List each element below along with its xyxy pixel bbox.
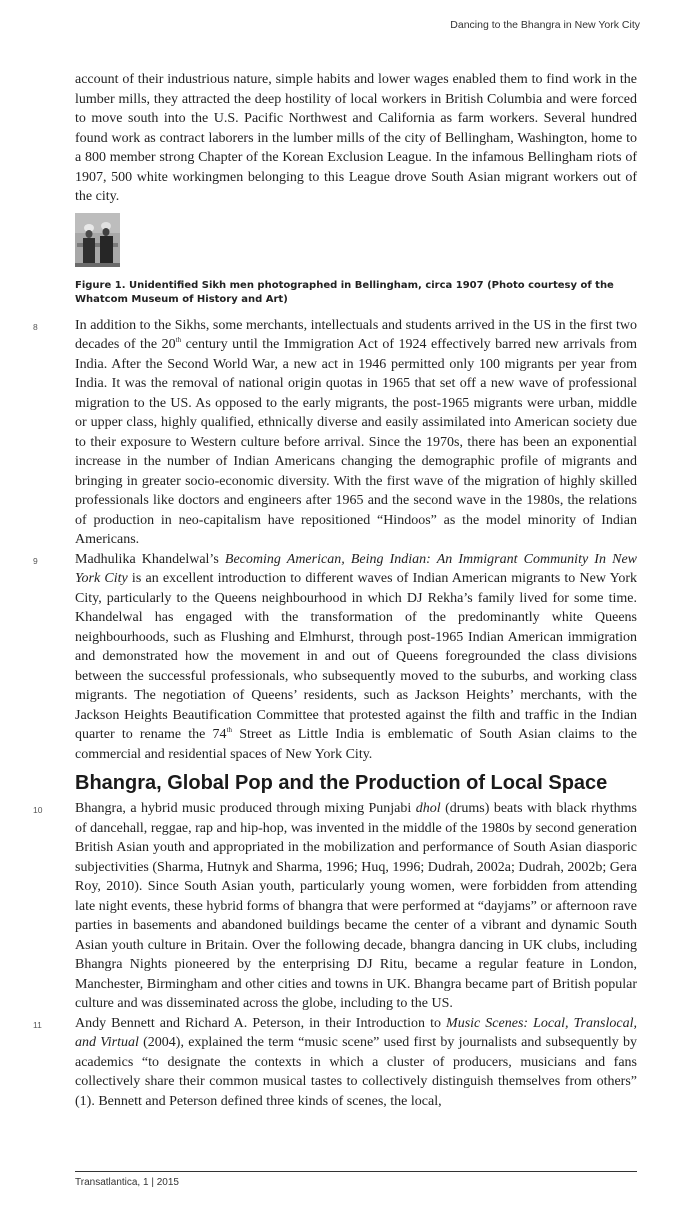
paragraph-number: 9 xyxy=(33,555,38,566)
sikh-men-photo-image xyxy=(75,213,120,267)
paragraph-9-text-c: Street as Little India is emblematic of South Asian claims to the commercial and residential spaces of New York City. xyxy=(75,727,637,762)
paragraph-10-text-b: (drums) beats with black rhythms of dancehall, reggae, rap and hip-hop, was invented in the middle of the 1980s by second generation British Asian youth and appropriated in the mobilization and performance of South Asian diasporic subjectivities (Sharma, Hutnyk and Sharma, 1996; Huq, 1996; Dudrah, 2002a; Dudrah, 2002b; Gera Roy, 2010). Since South Asian youth, particularly young women, were forbidden from attending late night events, these hybrid forms of bhangra that were performed at “dayjams” or afternoon rave parties in basements and abandoned buildings became the center of a vibrant and dynamic South Asian youth culture in Britain. Over the following decade, bhangra dancing in UK clubs, including Bhangra Nights pioneered by the enterprising DJ Ritu, became a regular feature in London, Manchester, Birmingham and other cities and towns in UK. Bhangra became part of British popular culture and was disseminated across the globe, including to the US. xyxy=(75,801,637,1011)
ordinal-superscript: th xyxy=(226,726,233,734)
paragraph-9 xyxy=(33,550,637,765)
paragraph-8-text-b: century until the Immigration Act of 1924 effectively barred new arrivals from India. After the Second World War, a new act in 1946 permitted only 100 migrants per year from India. It was the removal of national origin quotas in 1965 that set off a new wave of professional migration to the US. As opposed to the early migrants, the post-1965 migrants were urban, middle or upper class, highly qualified, ethnically diverse and easily assimilated into American society due to their exposure to Western culture before arrival. Since the 1970s, there has been an exponential increase in the number of Indian Americans changing the demographic profile of migrants and bringing in greater socio-economic diversity. With the first wave of the migration of highly skilled professionals like doctors and engineers after 1965 and the second wave in the 1980s, the relations of production in neo-capitalism have repositioned “Hindoos” as the model minority of Indian Americans. xyxy=(75,337,637,547)
paragraph-8 xyxy=(33,316,637,550)
paragraph-11 xyxy=(33,1014,637,1112)
section-heading: Bhangra, Global Pop and the Production of Local Space xyxy=(75,772,608,794)
paragraph-11-text-b: (2004), explained the term “music scene” used first by journalists and subsequently by academics “to designate the contexts in which a cluster of producers, musicians and fans collectively share their common musical tastes to collectively distinguish themselves from others” (1). Bennett and Peterson defined three kinds of scenes, the local, xyxy=(75,1035,637,1109)
figure-caption: Figure 1. Unidentified Sikh men photographed in Bellingham, circa 1907 (Photo courtesy of the Whatcom Museum of History and Art) xyxy=(75,279,614,305)
intro-paragraph: account of their industrious nature, simple habits and lower wages enabled them to find work in the lumber mills, they attracted the deep hostility of local workers in British Columbia and were forced to move south into the U.S. Pacific Northwest and California as farm workers. Several hundred found work as contract laborers in the lumber mills of the city of Bellingham, Washington, home to a 800 member strong Chapter of the Korean Exclusion League. In the infamous Bellingham riots of 1907, 500 white workingmen belonging to this League drove South Asian migrant workers out of the city. xyxy=(75,72,637,204)
footer-divider xyxy=(75,1171,637,1172)
paragraph-8-text-a: In addition to the Sikhs, some merchants, intellectuals and students arrived in the US in the first two decades of the 20 xyxy=(75,317,637,352)
ordinal-superscript: th xyxy=(175,336,182,344)
book-title: Becoming American, Being Indian: An Immigrant Community In New York City xyxy=(75,551,637,586)
article-body xyxy=(33,70,637,1111)
italic-term: dhol xyxy=(415,801,441,816)
paragraph-11-text-a: Andy Bennett and Richard A. Peterson, in their Introduction to xyxy=(75,1015,447,1031)
paragraph-number: 10 xyxy=(33,805,43,815)
running-head: Dancing to the Bhangra in New York City xyxy=(450,19,640,31)
paragraph-number: 8 xyxy=(33,321,38,332)
paragraph-9-text-b: is an excellent introduction to different waves of Indian American migrants to New York City, particularly to the Queens neighbourhood in which DJ Rekha’s family lived for some time. Khandelwal has engaged with the transformation of the predominantly white Queens neighbourhoods, such as Flushing and Elmhurst, through post-1965 Indian American immigration and demonstrated how the movement in and out of Queens foregrounded the class divisions between the successful professionals, who subsequently moved to the suburbs, and working class migrants. The negotiation of Queens’ residents, such as Jackson Heights’ merchants, with the Jackson Heights Beautification Committee that protested against the filth and traffic in the Indian quarter to rename the 74 xyxy=(75,571,637,742)
page-footer: Transatlantica, 1 | 2015 xyxy=(75,1177,179,1188)
paragraph-10-text-a: Bhangra, a hybrid music produced through mixing Punjabi xyxy=(75,801,416,816)
book-title: Music Scenes: Local, Translocal, and Virtual xyxy=(75,1015,637,1050)
paragraph-9-text-a: Madhulika Khandelwal’s xyxy=(75,551,225,567)
figure-photo xyxy=(75,213,120,267)
paragraph-number: 11 xyxy=(33,1019,42,1030)
paragraph-10 xyxy=(33,799,637,1014)
